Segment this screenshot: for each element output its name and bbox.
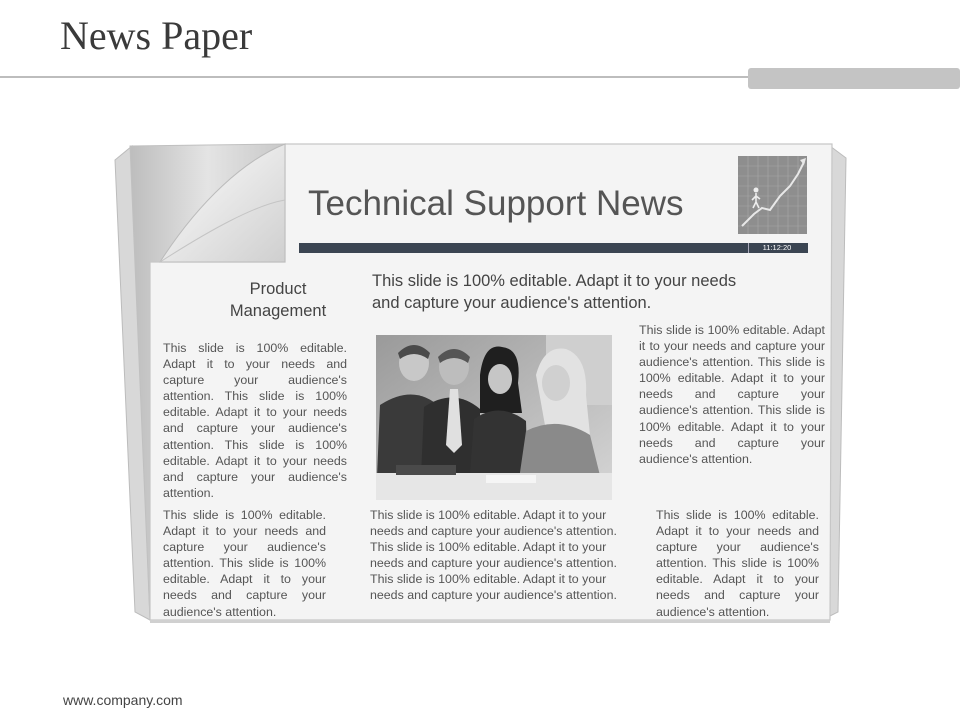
main-heading: This slide is 100% editable. Adapt it to your needs and capture your audience's attention.	[372, 272, 737, 312]
time-stamp: 11:12:20	[748, 243, 805, 253]
bottom-center-text: This slide is 100% editable. Adapt it to your needs and capture your audience's attention. This slide is 100% editable. Adapt it to your needs and capture your audience's attention. This slide is 100% editable. Adapt it to your needs and capture your audience's attention.	[370, 508, 617, 603]
right-column-text: This slide is 100% editable. Adapt it to your needs and capture your audience's attention. This slide is 100% editable. Adapt it to your needs and capture your audience's attention. This slide is 100% editable. Adapt it to your needs and capture your audience's attention.	[639, 323, 825, 466]
newspaper-title: Technical Support News	[308, 184, 684, 223]
slide-title: News Paper	[60, 13, 253, 58]
growth-chart-icon	[738, 156, 807, 234]
bottom-left-text: This slide is 100% editable. Adapt it to your needs and capture your audience's attention. This slide is 100% editable. Adapt it to your needs and capture your audience's attention.	[163, 508, 326, 619]
product-heading: Product Management	[229, 280, 327, 320]
business-team-photo	[376, 335, 612, 500]
left-column-text: This slide is 100% editable. Adapt it to your needs and capture your audience's attention. This slide is 100% editable. Adapt it to your needs and capture your audience's attention. This slide is 100% editable. Adapt it to your needs and capture your audience's attention.	[163, 341, 347, 500]
header-bar	[299, 243, 808, 253]
bottom-right-text: This slide is 100% editable. Adapt it to your needs and capture your audience's attention. This slide is 100% editable. Adapt it to your needs and capture your audience's attention.	[656, 508, 819, 619]
footer-url: www.company.com	[63, 692, 183, 708]
